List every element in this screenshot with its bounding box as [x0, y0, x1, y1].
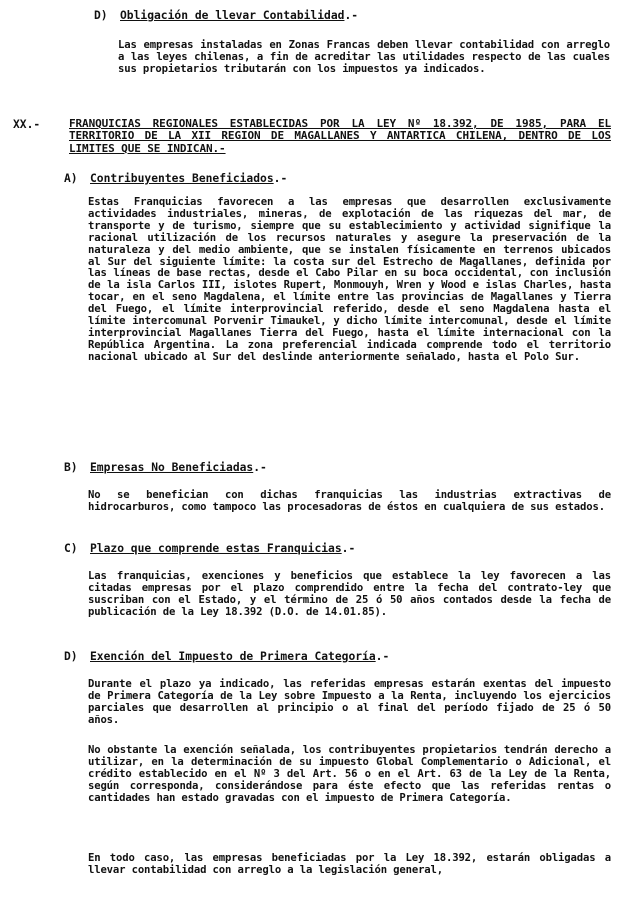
subsection-d-paragraph-3: En todo caso, las empresas beneficiadas por la Ley 18.392, estarán obligadas a llevar contabilidad con arreglo a la legislación general,: [88, 852, 611, 876]
subsection-d-letter: D): [64, 650, 78, 663]
subsection-c-heading: [64, 542, 355, 556]
subsection-a-title: Contribuyentes Beneficiados: [90, 172, 274, 185]
subsection-c-letter: C): [64, 542, 78, 555]
subsection-b-heading: [64, 461, 267, 475]
subsection-d-paragraph-1: Durante el plazo ya indicado, las referidas empresas estarán exentas del impuesto de Primera Categoría de la Ley sobre Impuesto a la Renta, incluyendo los ejercicios parciales que desarrollen al principio o al final del período fijado de 25 ó 50 años.: [88, 678, 611, 726]
subsection-a-suffix: .-: [273, 172, 288, 185]
subsection-c-title: Plazo que comprende estas Franquicias: [90, 542, 342, 555]
intro-title: Obligación de llevar Contabilidad: [120, 9, 345, 22]
subsection-b-paragraph-1: No se benefician con dichas franquicias las industrias extractivas de hidrocarburos, como tampoco las procesadoras de éstos en cualquiera de sus estados.: [88, 489, 611, 513]
subsection-a-paragraph-1: Estas Franquicias favorecen a las empresas que desarrollen exclusivamente actividades industriales, mineras, de explotación de las riquezas del mar, de transporte y de turismo, siempre que su establecimiento y actividad signifique la racional utilización de los recursos naturales y asegure la preservación de la naturaleza y del medio ambiente, que se instalen físicamente en terrenos ubicados al Sur del siguiente límite: la costa sur del Estrecho de Magallanes, definida por las líneas de base rectas, desde el Cabo Pilar en su boca occidental, con inclusión de la isla Carlos III, islotes Rupert, Monmouyh, Wren y Wood e islas Charles, hasta tocar, en el seno Magdalena, el límite entre las provincias de Magallanes y Tierra del Fuego, el límite interprovincial referido, desde el seno Magdalena hasta el límite intercomunal Porvenir Timaukel, y dicho límite intercomunal, desde el límite interprovincial Magallanes Tierra del Fuego, hasta el límite internacional con la República Argentina. La zona preferencial indicada comprende todo el territorio nacional ubicado al Sur del deslinde anteriormente señalado, hasta el Polo Sur.: [88, 196, 611, 363]
subsection-b-suffix: .-: [253, 461, 267, 474]
section-number: XX.-: [13, 118, 41, 131]
intro-heading: [94, 9, 358, 23]
subsection-d-paragraph-2: No obstante la exención señalada, los contribuyentes propietarios tendrán derecho a utilizar, en la determinación de su impuesto Global Complementario o Adicional, el crédito establecido en el Nº 3 del Art. 56 o en el Art. 63 de la Ley de la Renta, según corresponda, considerándose para éste efecto que las referidas rentas o cantidades han estado gravadas con el impuesto de Primera Categoría.: [88, 744, 611, 804]
section-title: FRANQUICIAS REGIONALES ESTABLECIDAS POR LA LEY Nº 18.392, DE 1985, PARA EL TERRITORIO DE LA XII REGION DE MAGALLANES Y ANTARTICA CHILENA, DENTRO DE LOS LIMITES QUE SE INDICAN.-: [69, 117, 611, 155]
subsection-d-heading: [64, 650, 389, 664]
intro-letter: D): [94, 9, 108, 22]
intro-paragraph: Las empresas instaladas en Zonas Francas deben llevar contabilidad con arreglo a las leyes chilenas, a fin de acreditar las utilidades respecto de las cuales sus propietarios tributarán con los impuestos ya indicados.: [118, 39, 610, 75]
subsection-d-suffix: .-: [375, 650, 390, 663]
subsection-b-title: Empresas No Beneficiadas: [90, 461, 254, 474]
subsection-c-suffix: .-: [341, 542, 356, 555]
subsection-b-letter: B): [64, 461, 78, 474]
intro-suffix: .-: [344, 9, 359, 22]
subsection-a-letter: A): [64, 172, 78, 185]
subsection-a-heading: [64, 172, 287, 186]
subsection-d-title: Exención del Impuesto de Primera Categoría: [90, 650, 376, 663]
subsection-c-paragraph-1: Las franquicias, exenciones y beneficios que establece la ley favorecen a las citadas empresas por el plazo comprendido entre la fecha del contrato-ley que suscriban con el Estado, y el término de 25 ó 50 años contados desde la fecha de publicación de la Ley 18.392 (D.O. de 14.01.85).: [88, 570, 611, 618]
